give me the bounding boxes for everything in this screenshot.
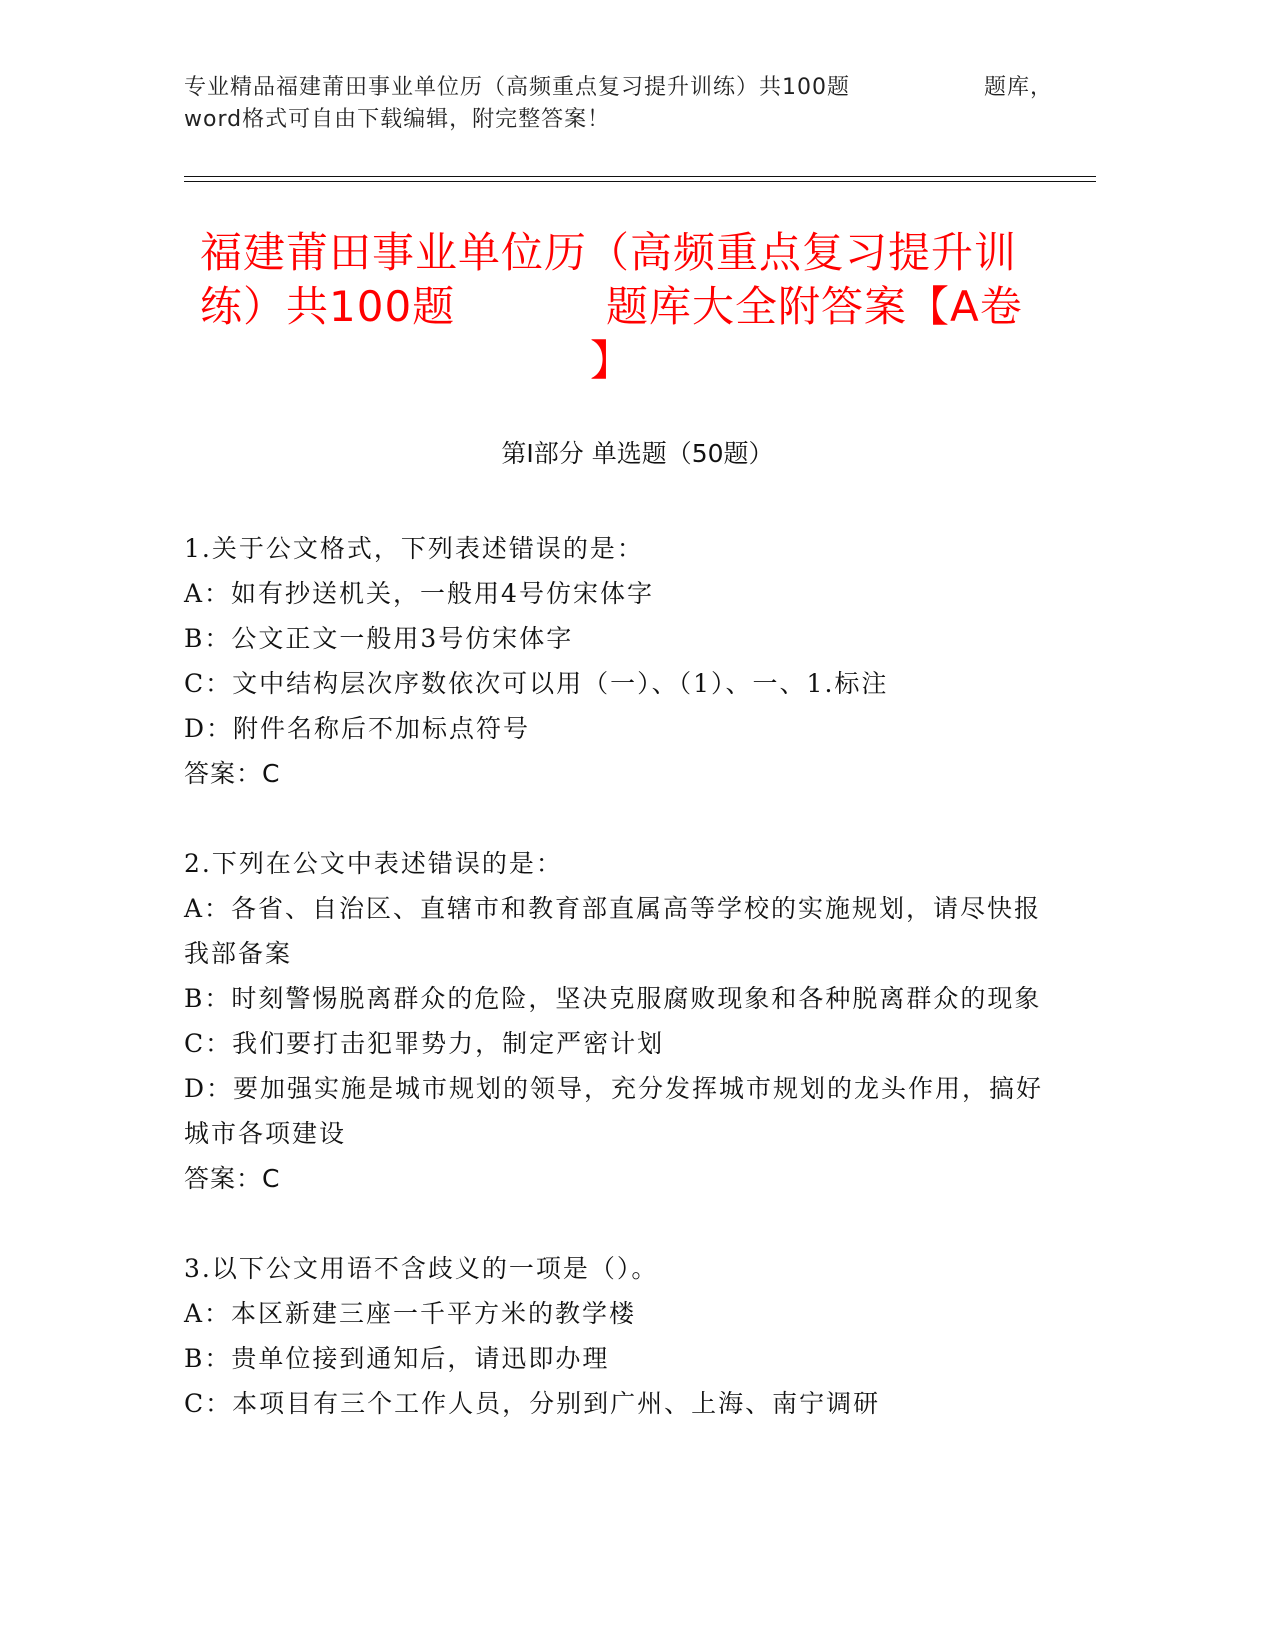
header-divider-top (184, 176, 1096, 177)
section-title: 第I部分 单选题（50题） (501, 439, 774, 468)
title-line-1: 福建莆田事业单位历（高频重点复习提升训 (200, 228, 1018, 277)
title-line-2 (200, 280, 1080, 334)
option-a: A：如有抄送机关，一般用4号仿宋体字 (184, 579, 654, 608)
option-d: D：要加强实施是城市规划的领导，充分发挥城市规划的龙头作用，搞好城市各项建设 (184, 1074, 1044, 1148)
option-a: A：各省、自治区、直辖市和教育部直属高等学校的实施规划，请尽快报我部备案 (184, 894, 1042, 968)
answer: 答案：C (184, 1164, 281, 1193)
header-subtext: word格式可自由下载编辑，附完整答案！ (184, 107, 611, 132)
question-2 (184, 841, 1054, 1201)
header-text-right: 题库， (984, 75, 1054, 100)
option-b: B：公文正文一般用3号仿宋体字 (184, 624, 574, 653)
option-c: C：本项目有三个工作人员，分别到广州、上海、南宁调研 (184, 1389, 881, 1418)
title-line-2-part-2: 题库大全附答案【A卷 (606, 282, 1023, 331)
option-d: D：附件名称后不加标点符号 (184, 714, 531, 743)
question-stem: 2.下列在公文中表述错误的是： (184, 849, 563, 878)
page-header (184, 72, 1064, 136)
option-b: B：时刻警惕脱离群众的危险，坚决克服腐败现象和各种脱离群众的现象 (184, 984, 1042, 1013)
option-c: C：我们要打击犯罪势力，制定严密计划 (184, 1029, 665, 1058)
answer: 答案：C (184, 759, 281, 788)
header-divider-bottom (184, 181, 1096, 182)
header-text: 专业精品福建莆田事业单位历（高频重点复习提升训练）共100题 (184, 75, 850, 100)
title-line-2-part-1: 练）共100题 (200, 282, 456, 331)
option-a: A：本区新建三座一千平方米的教学楼 (184, 1299, 637, 1328)
option-b: B：贵单位接到通知后，请迅即办理 (184, 1344, 610, 1373)
question-1 (184, 526, 1054, 796)
question-list (184, 526, 1054, 1471)
question-stem: 3.以下公文用语不含歧义的一项是（）。 (184, 1254, 659, 1283)
title-line-3: 】 (590, 336, 634, 385)
option-c: C：文中结构层次序数依次可以用（一）、（1）、一、1.标注 (184, 669, 889, 698)
document-title (200, 226, 1080, 388)
question-stem: 1.关于公文格式，下列表述错误的是： (184, 534, 644, 563)
question-3 (184, 1246, 1054, 1426)
